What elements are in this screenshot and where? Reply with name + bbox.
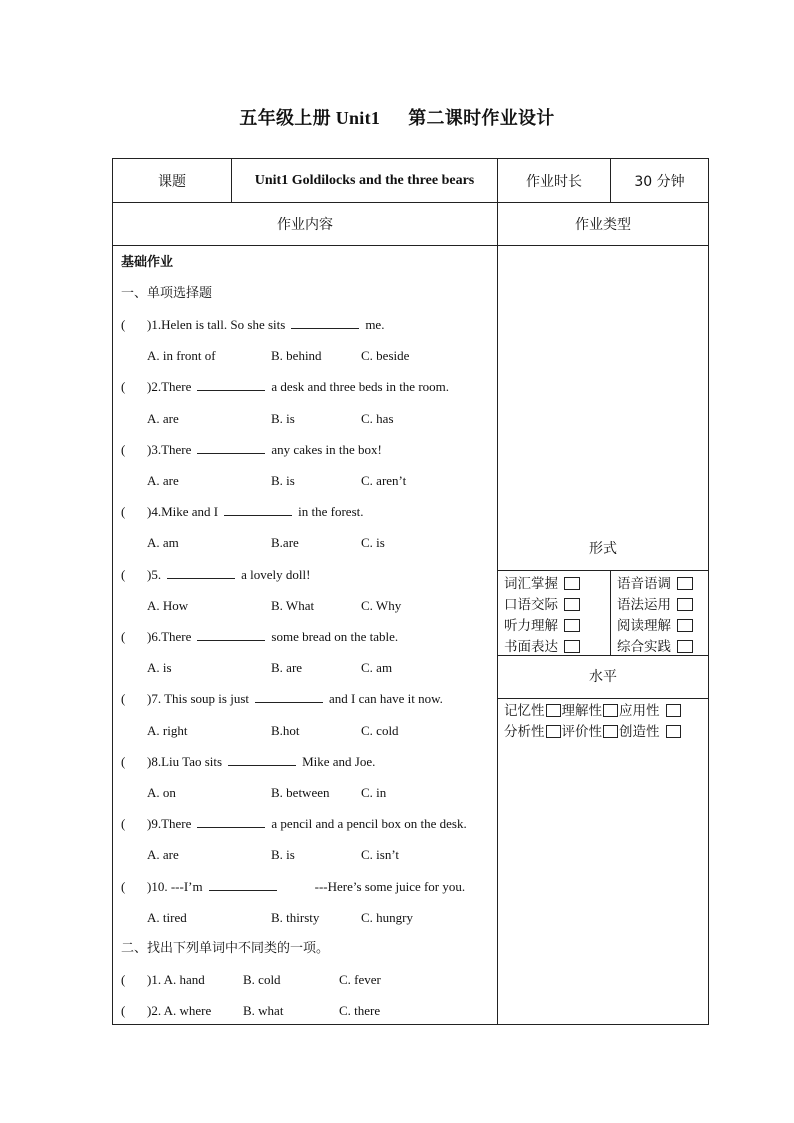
answer-blank[interactable] — [197, 378, 265, 391]
question-text: 10. ---I’m — [151, 878, 203, 894]
option-b[interactable]: B. thirsty — [271, 909, 320, 925]
question-options — [147, 784, 386, 802]
question-9 — [121, 815, 467, 833]
answer-paren[interactable]: ( — [121, 441, 126, 457]
question-options — [147, 597, 401, 615]
option-b[interactable]: B. is — [271, 473, 295, 488]
question-1 — [121, 316, 384, 334]
option-a[interactable]: A. am — [147, 535, 179, 551]
type-header: 作业类型 — [498, 203, 709, 246]
option-c[interactable]: C. cold — [361, 722, 399, 738]
question-text: 8.Liu Tao sits — [151, 753, 223, 769]
section2-heading: 二、找出下列单词中不同类的一项。 — [121, 941, 330, 956]
question-text: 6.There — [151, 629, 192, 644]
answer-paren[interactable]: ( — [121, 753, 126, 769]
question-7 — [121, 690, 443, 708]
checkbox[interactable] — [546, 704, 561, 717]
checkbox[interactable] — [677, 577, 693, 590]
option-b[interactable]: B. What — [271, 597, 315, 613]
odd-word-1 — [121, 971, 381, 989]
form-type-item[interactable] — [504, 595, 610, 616]
answer-paren[interactable]: ( — [121, 691, 126, 707]
question-text: 9.There — [151, 816, 192, 832]
form-left-col — [498, 571, 611, 655]
title-part2: 第二课时作业设计 — [408, 108, 555, 129]
form-type-item[interactable] — [617, 616, 693, 637]
question-4 — [121, 503, 363, 521]
answer-paren-close: ) — [147, 441, 152, 457]
answer-blank[interactable] — [224, 503, 292, 516]
answer-paren-close: ) — [147, 504, 152, 520]
question-options — [147, 534, 385, 552]
option-a[interactable]: A. in front of — [147, 348, 216, 364]
option-a[interactable]: A. are — [147, 473, 179, 488]
question-text-end: a pencil and a pencil box on the desk. — [271, 816, 467, 832]
answer-paren-close: ) — [147, 317, 152, 332]
checkbox[interactable] — [546, 725, 561, 738]
question-text-end: ---Here’s some juice for you. — [314, 878, 466, 894]
question-10 — [121, 878, 465, 896]
checkbox[interactable] — [677, 598, 693, 611]
answer-blank[interactable] — [291, 316, 359, 329]
answer-blank[interactable] — [197, 628, 265, 641]
form-type-label: 书面表达 — [504, 638, 558, 655]
answer-paren-close: ) — [147, 691, 152, 707]
question-options — [147, 659, 392, 677]
question-text-end: a lovely doll! — [241, 566, 311, 582]
question-text-end: Mike and Joe. — [302, 753, 376, 769]
checkbox[interactable] — [603, 704, 618, 717]
odd-option-c: C. fever — [339, 972, 381, 988]
option-b[interactable]: B.are — [271, 535, 299, 551]
answer-paren[interactable]: ( — [121, 566, 126, 582]
title-part1: 五年级上册 Unit1 — [239, 108, 381, 128]
checkbox[interactable] — [666, 725, 681, 738]
answer-paren[interactable]: ( — [121, 317, 126, 332]
level-area — [498, 699, 708, 743]
question-text-end: a desk and three beds in the room. — [271, 379, 450, 395]
form-type-item[interactable] — [617, 595, 693, 616]
checkbox[interactable] — [677, 640, 693, 653]
odd-option-c: C. there — [339, 1003, 381, 1019]
option-a[interactable]: A. is — [147, 660, 172, 676]
question-text: 4.Mike and I — [151, 504, 219, 520]
answer-blank[interactable] — [228, 753, 296, 766]
checkbox[interactable] — [603, 725, 618, 738]
option-b[interactable]: B. are — [271, 660, 303, 676]
answer-paren-close: ) — [147, 753, 152, 769]
option-c[interactable]: C. am — [361, 660, 393, 676]
checkbox[interactable] — [564, 577, 580, 590]
question-5 — [121, 566, 310, 584]
section1-heading: 一、单项选择题 — [121, 286, 213, 301]
checkbox[interactable] — [564, 619, 580, 632]
form-type-label: 语音语调 — [617, 575, 671, 592]
option-a[interactable]: A. are — [147, 410, 179, 426]
homework-table — [112, 158, 709, 1025]
odd-option-a: )1. A. hand — [147, 972, 205, 988]
question-text-end: any cakes in the box! — [271, 441, 382, 457]
form-type-label: 阅读理解 — [617, 617, 671, 634]
level-label: 应用性 — [619, 702, 660, 719]
answer-paren[interactable]: ( — [121, 816, 126, 832]
form-type-label: 听力理解 — [504, 617, 558, 634]
answer-blank[interactable] — [197, 815, 265, 828]
option-a[interactable]: A. right — [147, 722, 188, 738]
option-b[interactable]: B. is — [271, 410, 295, 426]
option-c[interactable]: C. is — [361, 535, 385, 551]
answer-paren-close: ) — [147, 878, 152, 894]
answer-paren[interactable]: ( — [121, 629, 126, 644]
question-options — [147, 909, 413, 927]
answer-paren[interactable]: ( — [121, 379, 126, 395]
form-type-item[interactable] — [504, 637, 610, 658]
form-type-item[interactable] — [504, 574, 610, 595]
answer-paren[interactable]: ( — [121, 504, 126, 520]
level-label: 分析性 — [504, 723, 545, 740]
level-label: 创造性 — [619, 723, 660, 740]
checkbox[interactable] — [564, 640, 580, 653]
option-c[interactable]: C. in — [361, 785, 387, 800]
question-6 — [121, 628, 398, 646]
question-text-end: some bread on the table. — [271, 629, 399, 644]
odd-option-b: B. what — [243, 1003, 284, 1019]
form-type-item[interactable] — [504, 616, 610, 637]
form-type-label: 综合实践 — [617, 638, 671, 655]
checkbox[interactable] — [564, 598, 580, 611]
type-cell — [498, 246, 709, 1025]
question-text: 1.Helen is tall. So she sits — [151, 317, 286, 332]
question-options — [147, 722, 399, 740]
form-type-item[interactable] — [617, 637, 693, 658]
odd-word-2 — [121, 1002, 380, 1020]
odd-option-b: B. cold — [243, 972, 281, 988]
content-header: 作业内容 — [113, 203, 498, 246]
question-options — [147, 472, 406, 490]
duration-label: 作业时长 — [498, 159, 611, 203]
question-3 — [121, 441, 382, 459]
option-c[interactable]: C. aren’t — [361, 473, 407, 488]
answer-blank[interactable] — [197, 441, 265, 454]
answer-paren-close: ) — [147, 379, 152, 395]
checkbox[interactable] — [666, 704, 681, 717]
option-c[interactable]: C. hungry — [361, 909, 413, 925]
question-2 — [121, 378, 449, 396]
option-a[interactable]: A. are — [147, 847, 179, 863]
option-b[interactable]: B. behind — [271, 348, 322, 364]
content-cell — [113, 246, 498, 1025]
page-title — [0, 104, 794, 130]
option-a[interactable]: A. on — [147, 785, 176, 800]
topic-value: Unit1 Goldilocks and the three bears — [232, 159, 498, 203]
form-title: 形式 — [498, 528, 708, 571]
level-row-2 — [504, 722, 708, 743]
form-type-label: 语法运用 — [617, 596, 671, 613]
level-label: 理解性 — [561, 702, 602, 719]
question-options — [147, 410, 394, 428]
option-b[interactable]: B.hot — [271, 722, 300, 738]
question-text: 3.There — [151, 441, 192, 457]
form-type-item[interactable] — [617, 574, 693, 595]
answer-paren-close: ) — [147, 566, 152, 582]
option-b[interactable]: B. is — [271, 847, 295, 863]
checkbox[interactable] — [677, 619, 693, 632]
question-text: 5. — [151, 566, 162, 582]
topic-label: 课题 — [113, 159, 232, 203]
option-c[interactable]: C. has — [361, 410, 394, 426]
answer-paren-close: ) — [147, 816, 152, 832]
option-c[interactable]: C. isn’t — [361, 847, 400, 863]
duration-value: 30 分钟 — [611, 159, 709, 203]
question-8 — [121, 753, 375, 771]
answer-blank[interactable] — [255, 690, 323, 703]
question-text: 7. This soup is just — [151, 691, 249, 707]
option-c[interactable]: C. Why — [361, 597, 402, 613]
question-options — [147, 846, 399, 864]
basic-heading: 基础作业 — [121, 255, 174, 270]
form-right-col — [611, 571, 693, 655]
question-text-end: in the forest. — [298, 504, 364, 520]
form-type-label: 口语交际 — [504, 596, 558, 613]
option-a[interactable]: A. tired — [147, 909, 187, 925]
option-b[interactable]: B. between — [271, 785, 330, 800]
answer-paren[interactable]: ( — [121, 972, 126, 988]
answer-paren[interactable]: ( — [121, 878, 126, 894]
question-text-end: and I can have it now. — [328, 691, 443, 707]
level-title: 水平 — [498, 656, 708, 699]
odd-option-a: )2. A. where — [147, 1003, 212, 1019]
answer-blank[interactable] — [167, 566, 235, 579]
answer-paren-close: ) — [147, 629, 152, 644]
form-grid — [498, 571, 708, 656]
question-options — [147, 347, 409, 365]
level-label: 记忆性 — [504, 702, 545, 719]
option-a[interactable]: A. How — [147, 597, 189, 613]
option-c[interactable]: C. beside — [361, 348, 410, 364]
level-row-1 — [504, 701, 708, 722]
question-text: 2.There — [151, 379, 192, 395]
answer-blank[interactable] — [209, 878, 277, 891]
answer-paren[interactable]: ( — [121, 1003, 126, 1019]
level-label: 评价性 — [561, 723, 602, 740]
form-type-label: 词汇掌握 — [504, 575, 558, 592]
question-text-end: me. — [365, 317, 385, 332]
